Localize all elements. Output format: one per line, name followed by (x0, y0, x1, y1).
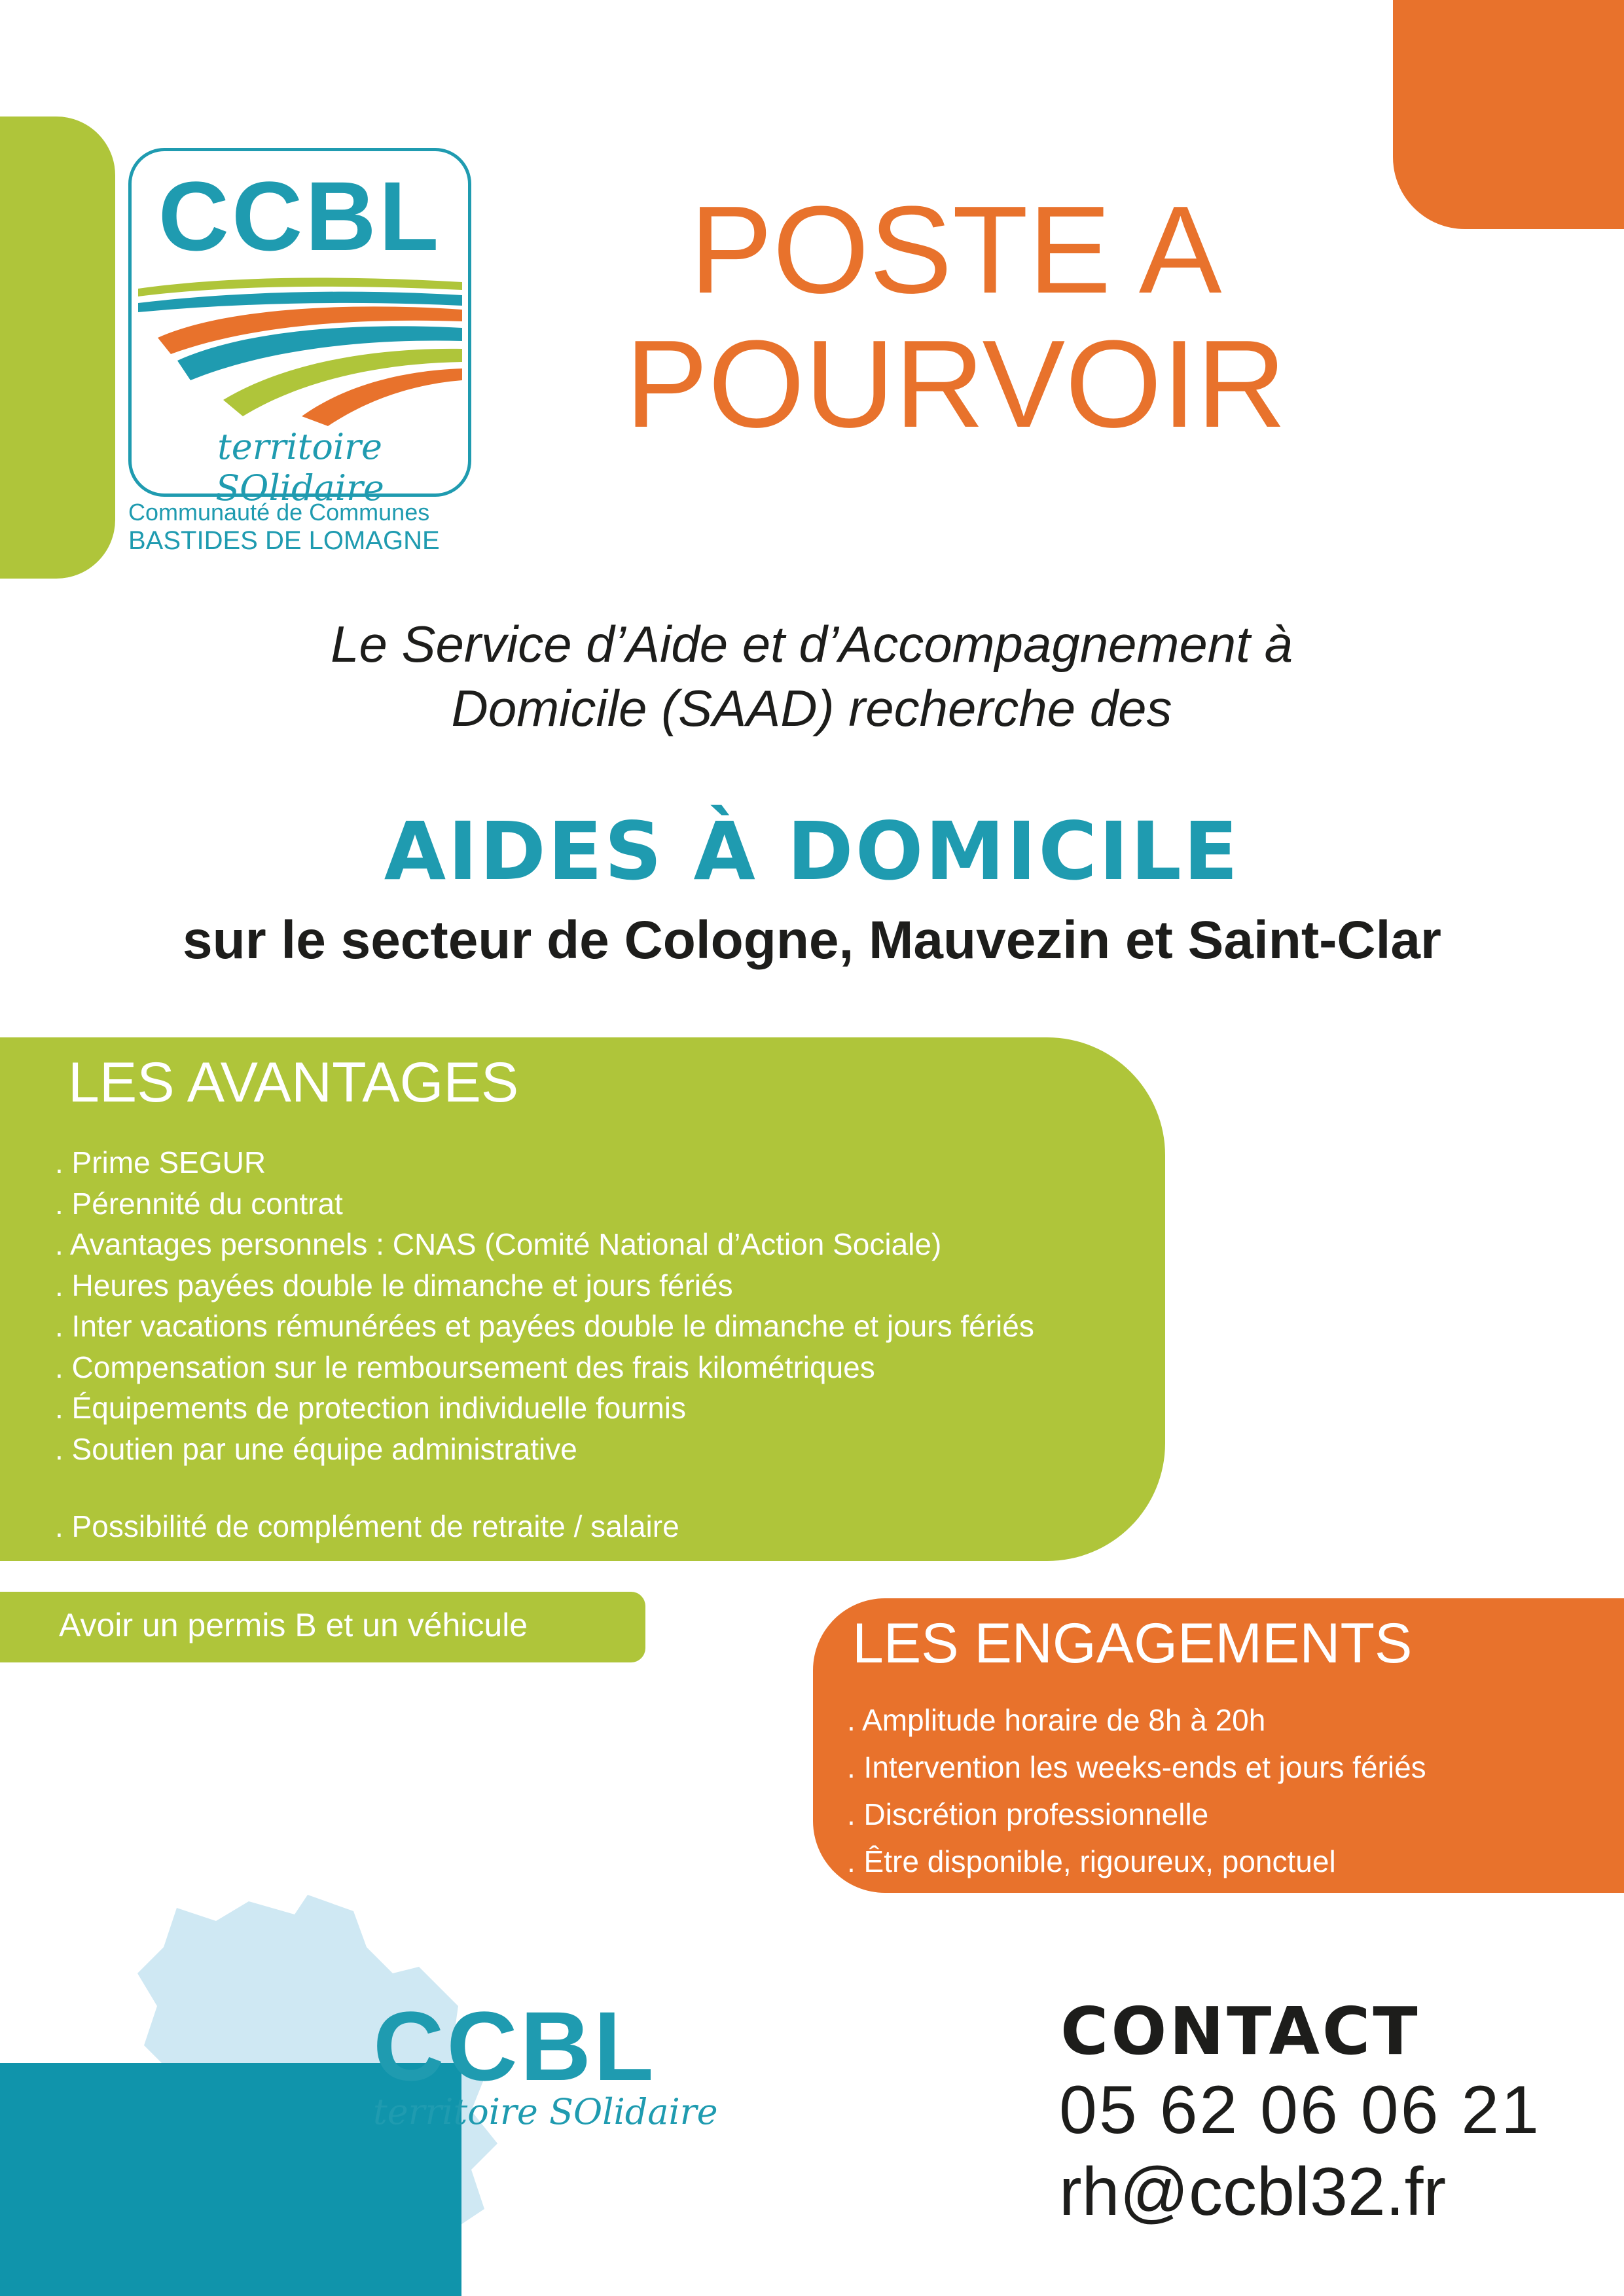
list-item: . Compensation sur le remboursement des frais kilométriques (55, 1350, 875, 1384)
list-item: . Heures payées double le dimanche et jours fériés (55, 1268, 733, 1302)
page-headline (563, 183, 1348, 452)
headline-line-2: POURVOIR (624, 315, 1287, 454)
sector-text: sur le secteur de Cologne, Mauvezin et Saint-Clar (183, 910, 1441, 970)
list-item: . Discrétion professionnelle (847, 1797, 1209, 1831)
engagements-panel (813, 1598, 1624, 1893)
list-item: . Avantages personnels : CNAS (Comité National d’Action Sociale) (55, 1227, 942, 1261)
list-item: . Inter vacations rémunérées et payées double le dimanche et jours fériés (55, 1309, 1034, 1343)
avantages-title: LES AVANTAGES (68, 1051, 519, 1114)
intro-text (118, 612, 1506, 740)
contact-email[interactable]: rh@ccbl32.fr (1059, 2154, 1447, 2230)
avantages-list (55, 1142, 1034, 1469)
logo-subtitle-name: BASTIDES DE LOMAGNE (128, 526, 440, 555)
logo-tagline: territoire SOlidaire (215, 426, 384, 509)
engagements-list (847, 1696, 1426, 1885)
job-title: AIDES À DOMICILE (384, 805, 1240, 898)
list-item: . Amplitude horaire de 8h à 20h (847, 1703, 1266, 1737)
list-item: . Soutien par une équipe administrative (55, 1431, 577, 1466)
list-item: . Équipements de protection individuelle fournis (55, 1391, 687, 1425)
logo-subtitle: Communauté de Communes (128, 499, 430, 526)
contact-title: CONTACT (1060, 1993, 1420, 2070)
list-item: . Prime SEGUR (55, 1145, 266, 1179)
list-item: . Intervention les weeks-ends et jours fériés (847, 1750, 1426, 1784)
avantages-extra-item: . Possibilité de complément de retraite / salaire (55, 1509, 679, 1543)
orange-corner-decoration (1393, 0, 1624, 229)
intro-line-1: Le Service d’Aide et d’Accompagnement à (331, 615, 1293, 673)
bottom-logo-tagline: territoire SOlidaire (373, 2091, 718, 2132)
requirement-badge (0, 1592, 645, 1662)
requirement-text: Avoir un permis B et un véhicule (59, 1607, 528, 1643)
engagements-title: LES ENGAGEMENTS (852, 1612, 1413, 1675)
list-item: . Pérennité du contrat (55, 1186, 343, 1221)
green-side-decoration (0, 117, 115, 579)
ccbl-logo (128, 148, 471, 509)
list-item: . Être disponible, rigoureux, ponctuel (847, 1844, 1336, 1878)
headline-line-1: POSTE A (689, 181, 1222, 319)
logo-wordmark: CCBL (158, 161, 442, 271)
bottom-logo-wordmark: CCBL (373, 1991, 657, 2101)
avantages-panel (0, 1037, 1165, 1561)
intro-line-2: Domicile (SAAD) recherche des (451, 679, 1172, 737)
contact-phone[interactable]: 05 62 06 06 21 (1059, 2072, 1541, 2148)
